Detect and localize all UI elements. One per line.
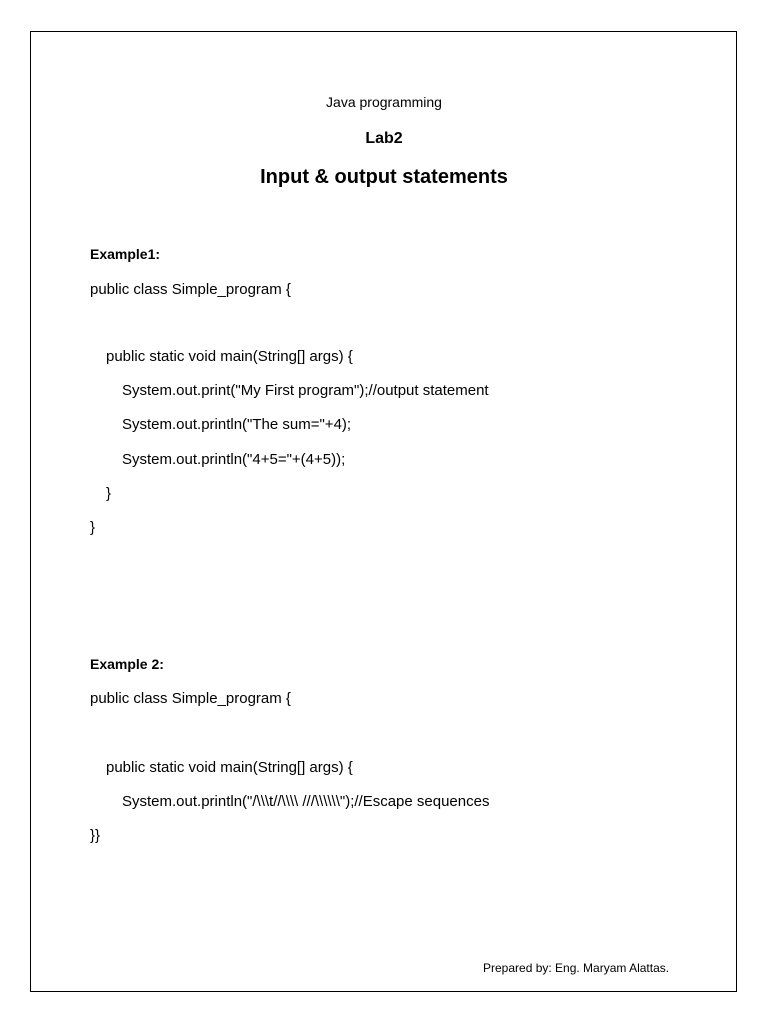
code-line: System.out.println("The sum="+4); [122, 416, 352, 433]
example1-heading: Example1: [90, 246, 161, 262]
code-line: }} [90, 827, 101, 844]
code-line: } [90, 519, 96, 536]
example2-heading: Example 2: [90, 656, 164, 672]
code-line: System.out.println("4+5="+(4+5)); [122, 451, 346, 468]
course-name: Java programming [326, 94, 442, 110]
lab-number: Lab2 [365, 130, 403, 147]
code-line: public class Simple_program { [90, 690, 291, 707]
code-line: public static void main(String[] args) { [106, 348, 353, 365]
code-line: public static void main(String[] args) { [106, 759, 353, 776]
footer-credit: Prepared by: Eng. Maryam Alattas. [483, 961, 670, 975]
code-line: System.out.print("My First program");//output statement [122, 382, 489, 399]
code-line: System.out.println("/\\\t//\\\\ ///\\\\\\");//Escape sequences [122, 793, 490, 810]
code-line: } [106, 485, 112, 502]
page-title: Input & output statements [260, 166, 508, 188]
code-line: public class Simple_program { [90, 281, 291, 298]
